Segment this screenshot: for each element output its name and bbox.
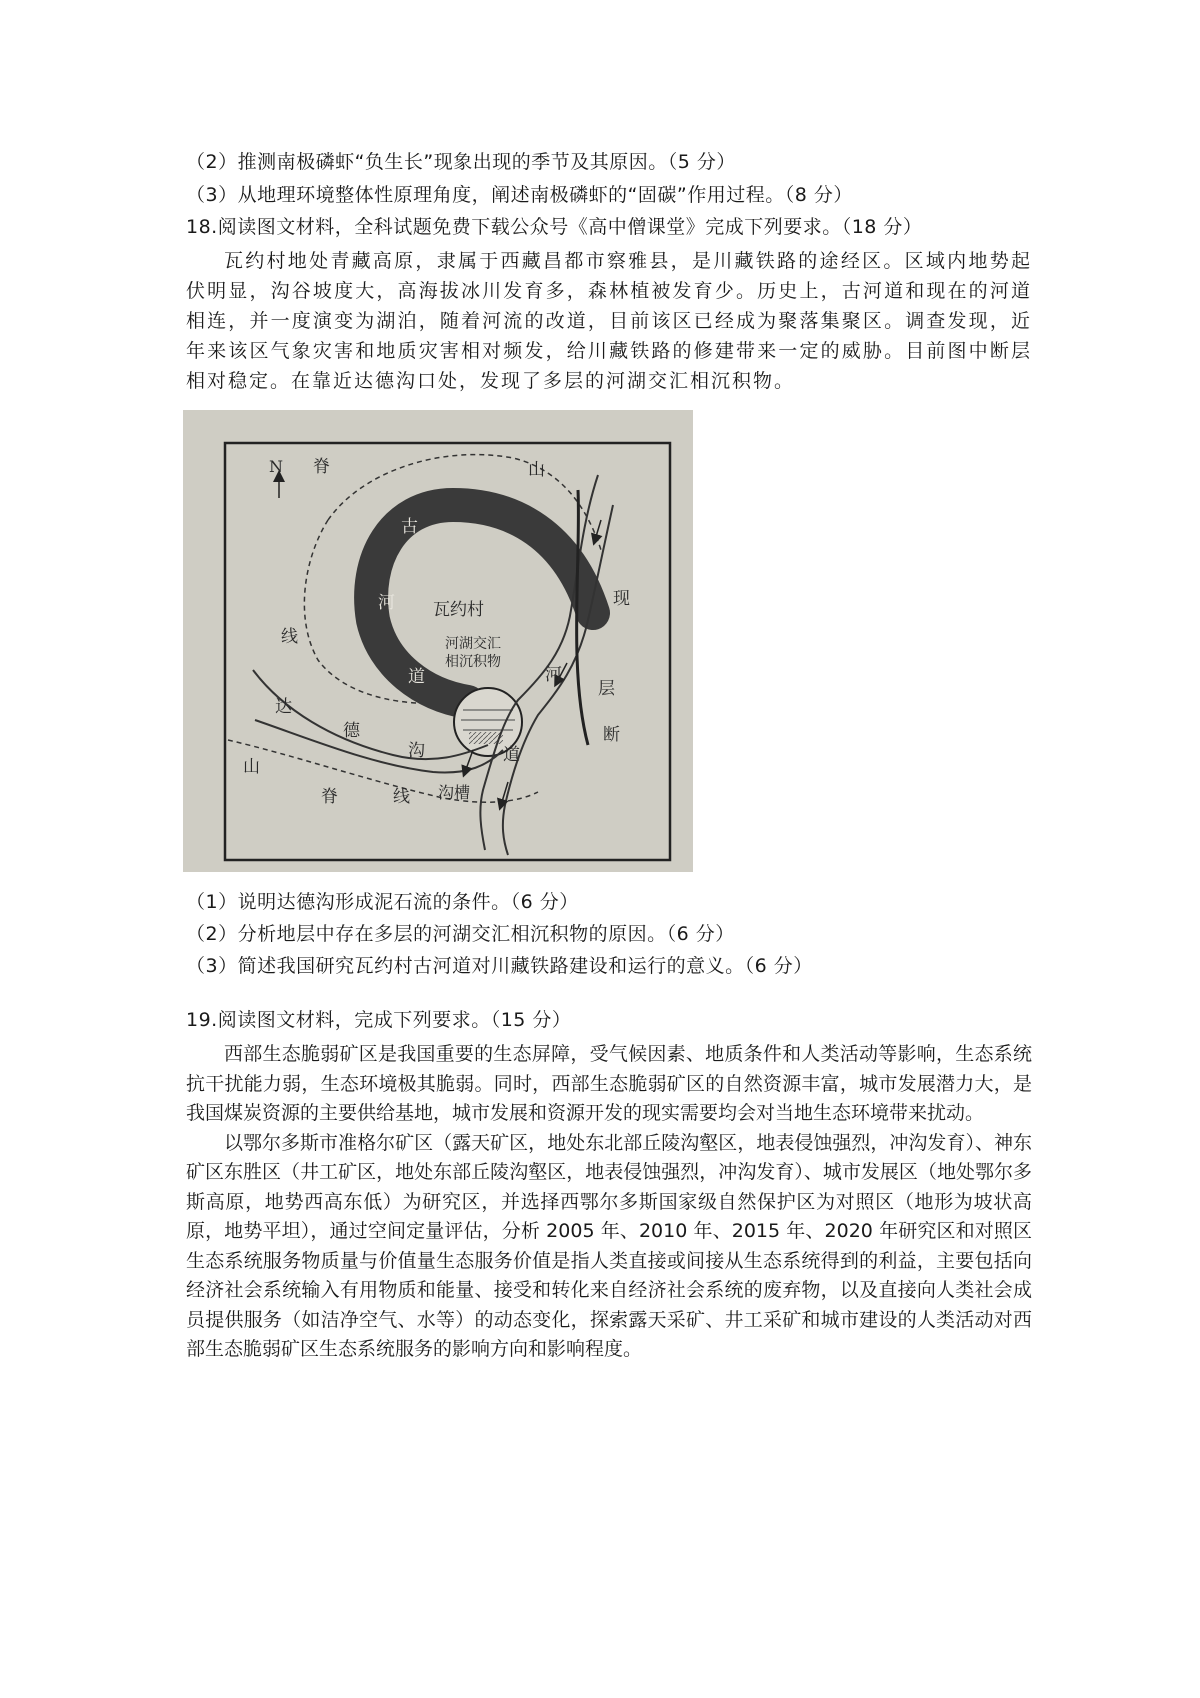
wayo-village-map [183, 410, 693, 872]
label-deposit: 河湖交汇 [445, 636, 501, 652]
q18-sub3: （3）简述我国研究瓦约村古河道对川藏铁路建设和运行的意义。（6 分） [186, 955, 813, 977]
label-ridge-bottom: 线 [393, 787, 410, 807]
q18-paragraph: 瓦约村地处青藏高原，隶属于西藏昌都市察雅县，是川藏铁路的途经区。区域内地势起伏明显，沟谷坡度大，高海拔冰川发育多，森林植被发育少。历史上，古河道和现在的河道相连，并一度演变为湖泊，随着河流的改道，目前该区已经成为聚落集聚区。调查发现，近年来该区气象灾害和地质灾害相对频发，给川藏铁路的修建带来一定的威胁。目前图中断层相对稳定。在靠近达德沟口处，发现了多层的河湖交汇相沉积物。 [186, 250, 1032, 392]
label-ridge-bottom: 脊 [321, 787, 338, 807]
label-dade-gully: 达 [275, 697, 292, 717]
q19-paragraph-2: 以鄂尔多斯市准格尔矿区（露天矿区，地处东北部丘陵沟壑区，地表侵蚀强烈，冲沟发育）、神东矿区东胜区（井工矿区，地处东部丘陵沟壑区，地表侵蚀强烈，冲沟发育）、城市发展区（地处鄂尔多斯高原，地势西高东低）为研究区，并选择西鄂尔多斯国家级自然保护区为对照区（地形为坡状高原，地势平坦），通过空间定量评估，分析 2005 年、2010 年、2015 年、2020 年研究区和对照区生态系统服务物质量与价值量生态服务价值是指人类直接或间接从生态系统得到的利益，主要包括向经济社会系统输入有用物质和能量、接受和转化来自经济社会系统的废弃物，以及直接向人类社会成员提供服务（如洁净空气、水等）的动态变化，探索露天采矿、井工采矿和城市建设的人类活动对西部生态脆弱矿区生态系统服务的影响方向和影响程度。 [186, 1131, 1032, 1360]
label-village: 瓦约村 [433, 600, 484, 620]
label-present-river: 道 [503, 745, 520, 765]
q19-paragraph-1: 西部生态脆弱矿区是我国重要的生态屏障，受气候因素、地质条件和人类活动等影响，生态系统抗干扰能力弱，生态环境极其脆弱。同时，西部生态脆弱矿区的自然资源丰富，城市发展潜力大，是我国煤炭资源的主要供给基地，城市发展和资源开发的现实需要均会对当地生态环境带来扰动。 [186, 1043, 1032, 1124]
label-dade-gully: 德 [343, 721, 360, 741]
label-ridge-bottom: 山 [243, 757, 260, 777]
q19-heading: 19.阅读图文材料，完成下列要求。（15 分） [186, 1009, 572, 1031]
label-present-river: 现 [613, 589, 630, 609]
q18-sub1: （1）说明达德沟形成泥石流的条件。（6 分） [186, 891, 579, 913]
label-dade-gully: 沟 [408, 741, 425, 761]
q19-material [186, 1040, 1032, 1365]
label-fault: 层 [598, 679, 615, 699]
label-deposit: 相沉积物 [445, 654, 501, 670]
map-background [183, 410, 693, 872]
q18-material [186, 246, 1032, 396]
label-fault: 断 [603, 725, 620, 745]
label-ridge-top: 山 [528, 460, 545, 480]
label-ridge-top: 脊 [313, 457, 330, 477]
label-ancient-river: 古 [401, 517, 418, 537]
label-ancient-river: 河 [378, 593, 395, 613]
label-present-river: 河 [545, 665, 562, 685]
north-label: N [269, 457, 283, 476]
q18-heading: 18.阅读图文材料，全科试题免费下载公众号《高中僧课堂》完成下列要求。（18 分） [186, 216, 923, 238]
label-ridge-left: 线 [281, 627, 298, 647]
label-ancient-river: 道 [408, 667, 425, 687]
label-channel: 沟槽 [438, 783, 471, 802]
q17-sub3: （3）从地理环境整体性原理角度，阐述南极磷虾的“固碳”作用过程。（8 分） [186, 184, 853, 206]
q17-sub2: （2）推测南极磷虾“负生长”现象出现的季节及其原因。（5 分） [186, 151, 736, 173]
q18-sub2: （2）分析地层中存在多层的河湖交汇相沉积物的原因。（6 分） [186, 923, 735, 945]
